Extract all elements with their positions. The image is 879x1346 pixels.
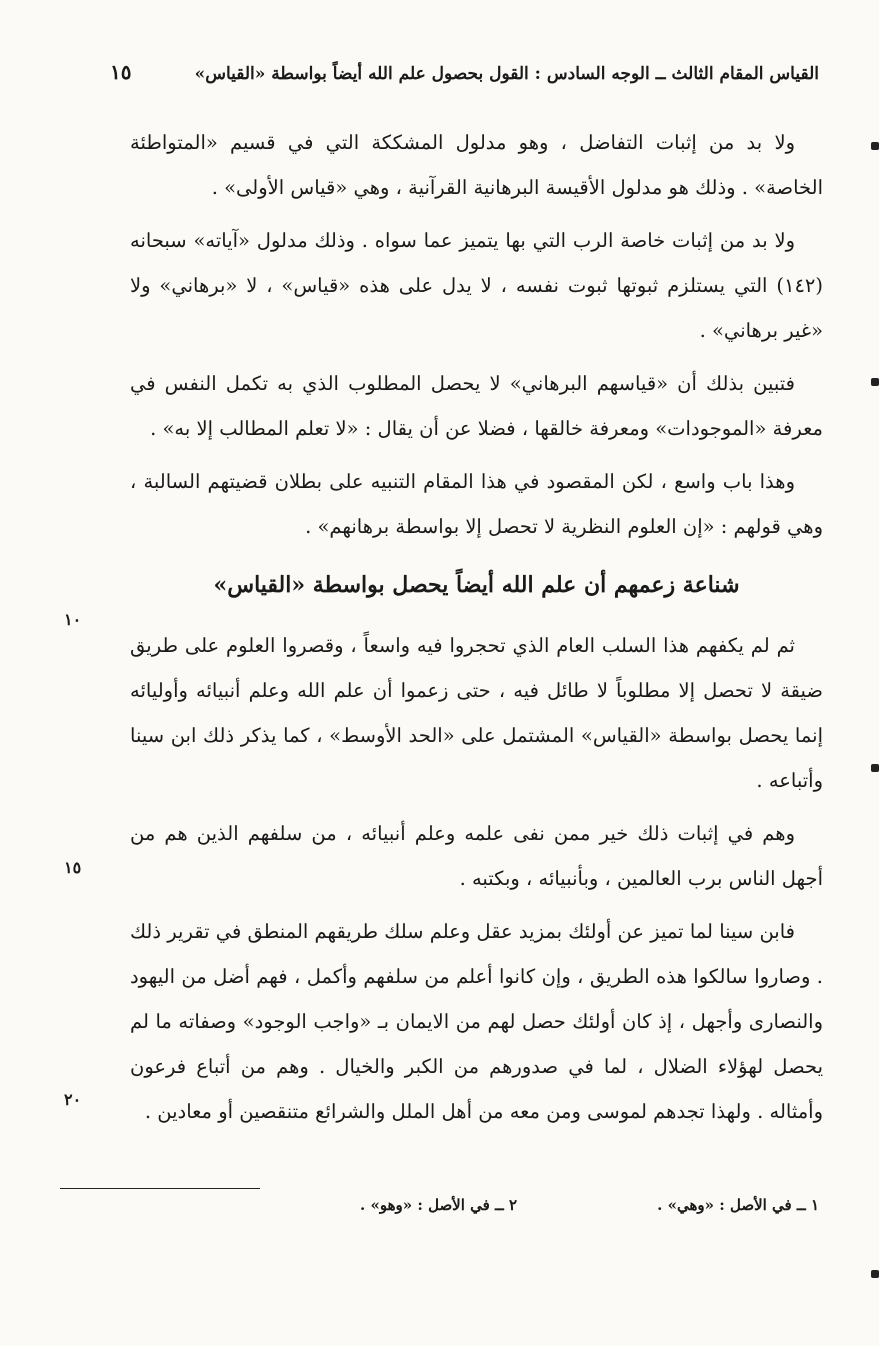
footnote-rule — [60, 1188, 260, 1189]
line-number: ١٥ — [64, 858, 82, 877]
paragraph: فابن سينا لما تميز عن أولئك بمزيد عقل وعلم سلك طريقهم المنطق في تقرير ذلك . وصاروا سالكوا هذه الطريق ، وإن كانوا أعلم من سلفهم وأكمل ، فهم أضل من اليهود والنصارى وأجهل ، إذ كان أولئك حصل لهم من الايمان بـ «واجب الوجود» وصفاته ما لم يحصل لهؤلاء الضلال ، لما في صدورهم من الكبر والخيال . وهم من أتباع فرعون وأمثاله . ولهذا تجدهم لموسى ومن معه من أهل الملل والشرائع متنقصين أو معادين . — [130, 920, 823, 1123]
footnote-2: ٢ ــ في الأصل : «وهو» . — [360, 1196, 518, 1214]
running-header — [110, 60, 819, 100]
section-heading: شناعة زعمهم أن علم الله أيضاً يحصل بواسطة «القياس» — [213, 572, 740, 598]
paragraph: ولا بد من إثبات خاصة الرب التي بها يتميز عما سواه . وذلك مدلول «آياته» سبحانه (١٤٢) التي يستلزم ثبوتها ثبوت نفسه ، لا يدل على هذه «قياس» ، لا «برهاني» ولا «غير برهاني» . — [130, 229, 823, 342]
margin-mark — [871, 764, 879, 772]
paragraph: ثم لم يكفهم هذا السلب العام الذي تحجروا فيه واسعاً ، وقصروا العلوم على طريق ضيقة لا تحصل إلا مطلوباً لا طائل فيه ، حتى زعموا أن علم الله وعلم أنبيائه وأوليائه إنما يحصل بواسطة «القياس» المشتمل على «الحد الأوسط» ، كما يذكر ذلك ابن سينا وأتباعه . — [130, 634, 823, 792]
running-title: القياس المقام الثالث ــ الوجه السادس : القول بحصول علم الله أيضاً بواسطة «القياس» — [194, 64, 819, 84]
paragraph: ولا بد من إثبات التفاضل ، وهو مدلول المشككة التي في قسيم «المتواطئة الخاصة» . وذلك هو مدلول الأقيسة البرهانية القرآنية ، وهي «قياس الأولى» . — [130, 131, 823, 199]
line-number: ١٠ — [64, 610, 82, 629]
footnotes — [360, 1196, 819, 1214]
paragraph: وهم في إثبات ذلك خير ممن نفى علمه وعلم أنبيائه ، من سلفهم الذين هم من أجهل الناس برب العالمين ، وبأنبيائه ، وبكتبه . — [130, 822, 823, 890]
margin-mark — [871, 378, 879, 386]
main-text — [130, 120, 823, 1142]
paragraph: وهذا باب واسع ، لكن المقصود في هذا المقام التنبيه على بطلان قضيتهم السالبة ، وهي قولهم : «إن العلوم النظرية لا تحصل إلا بواسطة برهانهم» . — [130, 470, 823, 538]
margin-mark — [871, 1270, 879, 1278]
footnote-1: ١ ــ في الأصل : «وهي» . — [657, 1196, 819, 1214]
paragraph: فتبين بذلك أن «قياسهم البرهاني» لا يحصل المطلوب الذي به تكمل النفس في معرفة «الموجودات» ومعرفة خالقها ، فضلا عن أن يقال : «لا تعلم المطالب إلا به» . — [130, 372, 823, 440]
line-number: ٢٠ — [64, 1090, 82, 1109]
page-number: ١٥ — [110, 60, 132, 84]
margin-mark — [871, 142, 879, 150]
